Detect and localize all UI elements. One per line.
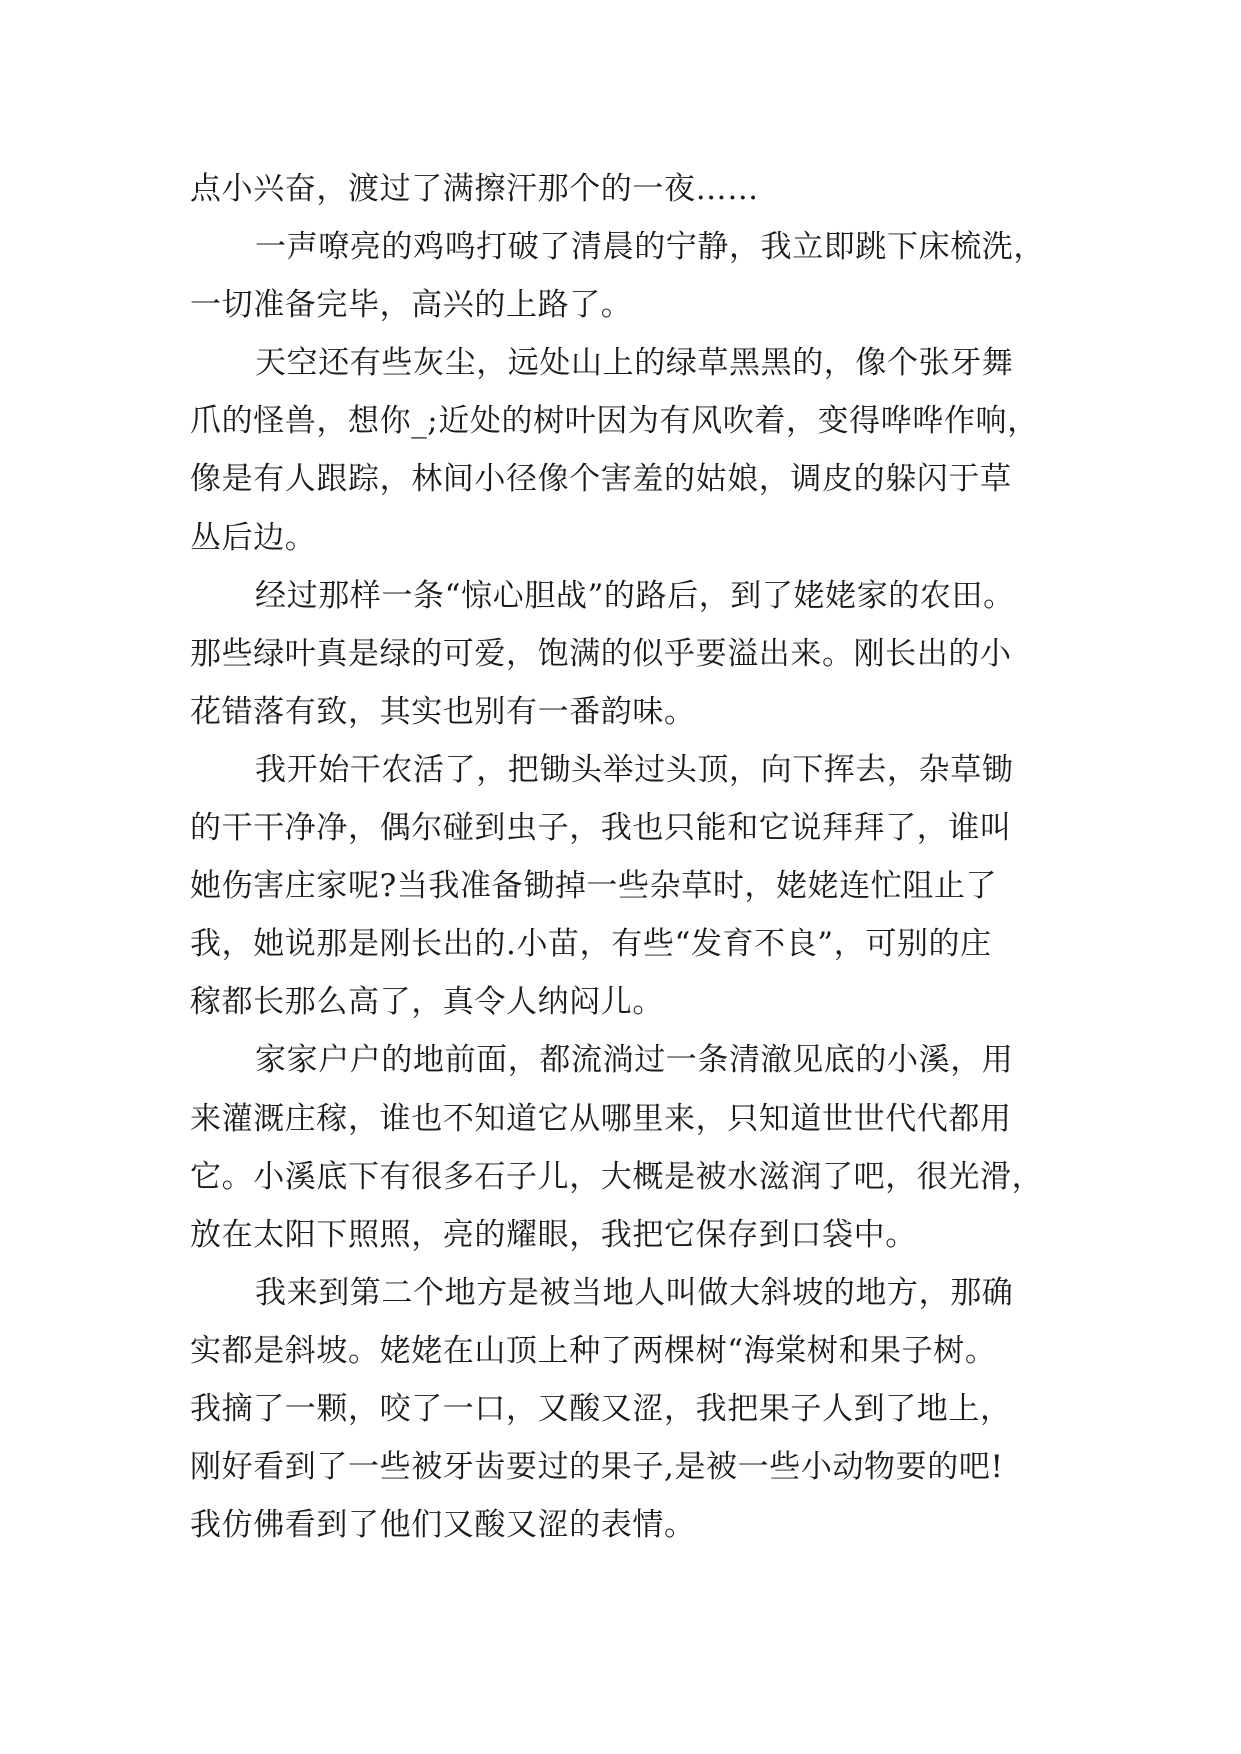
text-line: 一切准备完毕，高兴的上路了。: [190, 287, 633, 324]
paragraph-first-line: 我开始干农活了，把锄头举过头顶，向下挥去，杂草锄: [255, 751, 1014, 788]
text-line: 实都是斜坡。姥姥在山顶上种了两棵树“海棠树和果子树。: [190, 1332, 997, 1369]
paragraph-first-line: 经过那样一条“惊心胆战”的路后，到了姥姥家的农田。: [255, 577, 1015, 614]
paragraph-first-line: 一声嘹亮的鸡鸣打破了清晨的宁静，我立即跳下床梳洗，: [255, 229, 1045, 266]
text-line: 刚好看到了一些被牙齿要过的果子,是被一些小动物要的吧!: [190, 1449, 1004, 1486]
text-line: 来灌溉庄稼，谁也不知道它从哪里来，只知道世世代代都用: [190, 1100, 1012, 1137]
text-line: 我摘了一颗，咬了一口，又酸又涩，我把果子人到了地上，: [190, 1390, 1012, 1427]
text-line: 我，她说那是刚长出的.小苗，有些“发育不良”，可别的庄: [190, 926, 992, 963]
text-line: 放在太阳下照照，亮的耀眼，我把它保存到口袋中。: [190, 1216, 917, 1253]
text-line: 点小兴奋，渡过了满擦汗那个的一夜……: [190, 171, 759, 207]
text-line: 花错落有致，其实也别有一番韵味。: [190, 693, 696, 730]
text-line: 像是有人跟踪，林间小径像个害羞的姑娘，调皮的躲闪于草: [190, 461, 1012, 498]
text-line: 它。小溪底下有很多石子儿，大概是被水滋润了吧，很光滑，: [190, 1158, 1044, 1195]
text-line: 稼都长那么高了，真令人纳闷儿。: [190, 984, 664, 1021]
paragraph-first-line: 家家户户的地前面，都流淌过一条清澈见底的小溪，用: [255, 1042, 1014, 1079]
text-line: 的干干净净，偶尔碰到虫子，我也只能和它说拜拜了，谁叫: [190, 810, 1012, 847]
article-body: [190, 160, 1090, 1554]
paragraph-first-line: 天空还有些灰尘，远处山上的绿草黑黑的，像个张牙舞: [255, 345, 1014, 382]
text-line: 那些绿叶真是绿的可爱，饱满的似乎要溢出来。刚长出的小: [190, 635, 1012, 672]
text-line: 她伤害庄家呢?当我准备锄掉一些杂草时，姥姥连忙阻止了: [190, 868, 998, 905]
text-line: 爪的怪兽，想你_;近处的树叶因为有风吹着，变得哗哗作响，: [190, 403, 1039, 440]
text-line: 我仿佛看到了他们又酸又涩的表情。: [190, 1507, 696, 1544]
text-line: 丛后边。: [190, 519, 317, 556]
paragraph-first-line: 我来到第二个地方是被当地人叫做大斜坡的地方，那确: [255, 1274, 1014, 1311]
